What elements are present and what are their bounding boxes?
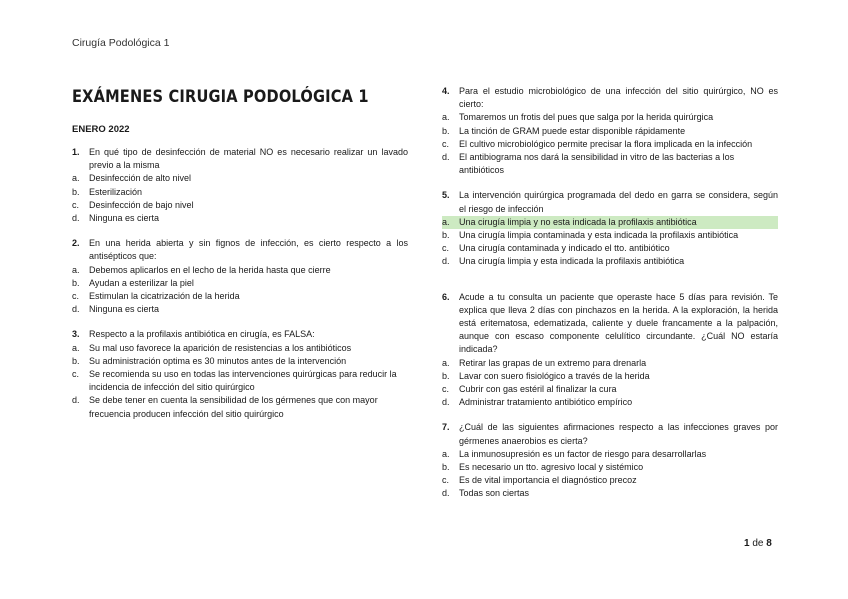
option-letter: a.: [72, 173, 80, 184]
answer-options: [442, 216, 778, 269]
option-letter: b.: [442, 462, 450, 473]
answer-option: [72, 394, 408, 420]
option-text: Debemos aplicarlos en el lecho de la herida hasta que cierre: [89, 264, 331, 275]
question-text: Acude a tu consulta un paciente que operaste hace 5 días para revisión. Te explica que lleva 2 días con pinchazos en la herida. A la exploración, la herida está eritematosa, edematizada, caliente y duele francamente a la palpación, aunque con escaso componente celulítico circundante. ¿Cuál NO estaría indicada?: [459, 291, 778, 355]
question-text: ¿Cuál de las siguientes afirmaciones respecto a las infecciones graves por gérmenes anaerobios es cierta?: [459, 422, 778, 446]
option-text: Ninguna es cierta: [89, 304, 160, 315]
option-text: Es necesario un tto. agresivo local y sistémico: [459, 462, 644, 473]
option-letter: b.: [442, 125, 450, 136]
option-letter: a.: [72, 342, 80, 353]
option-text: Su administración optima es 30 minutos antes de la intervención: [89, 355, 347, 366]
section-heading: ENERO 2022: [72, 124, 130, 135]
page-separator: de: [752, 538, 764, 549]
option-text: Lavar con suero fisiológico a través de la herida: [459, 370, 650, 381]
option-letter: c.: [442, 243, 450, 254]
option-text: Una cirugía limpia y esta indicada la profilaxis antibiótica: [459, 256, 685, 267]
page-total: 8: [766, 538, 772, 549]
question-6: [442, 291, 778, 410]
option-letter: d.: [72, 213, 80, 224]
answer-option: [72, 172, 408, 185]
answer-option: [72, 199, 408, 212]
option-text: Desinfección de alto nivel: [89, 173, 192, 184]
page-current: 1: [744, 538, 750, 549]
question-text: En una herida abierta y sin fignos de infección, es cierto respecto a los antisépticos que:: [89, 238, 408, 262]
option-text: Cubrir con gas estéril al finalizar la cura: [459, 384, 617, 395]
option-letter: b.: [72, 277, 80, 288]
question-7: [442, 421, 778, 500]
answer-option: [442, 357, 778, 370]
page-number: [744, 538, 772, 549]
answer-option: [442, 111, 778, 124]
option-text: Su mal uso favorece la aparición de resistencias a los antibióticos: [89, 342, 352, 353]
option-text: La tinción de GRAM puede estar disponible rápidamente: [459, 125, 686, 136]
question-number: 7.: [442, 422, 450, 433]
option-letter: c.: [72, 369, 80, 380]
option-letter: a.: [442, 216, 459, 229]
answer-option: [72, 212, 408, 225]
option-text: La inmunosupresión es un factor de riesgo para desarrollarlas: [459, 448, 707, 459]
option-text: Ninguna es cierta: [89, 213, 160, 224]
question-number: 1.: [72, 147, 80, 157]
right-column: [442, 85, 778, 513]
answer-option: [72, 303, 408, 316]
option-letter: a.: [442, 357, 450, 368]
left-column: [72, 146, 408, 433]
question-number: 4.: [442, 86, 450, 96]
option-letter: c.: [442, 138, 450, 149]
answer-options: [442, 111, 778, 177]
question-text: La intervención quirúrgica programada del dedo en garra se considera, según el riesgo de infección: [459, 190, 778, 214]
answer-option: [72, 355, 408, 368]
running-header: Cirugía Podológica 1: [72, 37, 170, 49]
option-letter: d.: [72, 304, 80, 315]
answer-option: [442, 255, 778, 268]
question-stem: [72, 328, 408, 341]
option-text: Estimulan la cicatrización de la herida: [89, 291, 240, 302]
option-letter: c.: [72, 199, 80, 210]
option-letter: a.: [72, 264, 80, 275]
question-text: En qué tipo de desinfección de material NO es necesario realizar un lavado previo a la misma: [89, 147, 408, 171]
option-letter: a.: [442, 112, 450, 123]
answer-option: [442, 474, 778, 487]
option-text: Tomaremos un frotis del pues que salga por la herida quirúrgica: [459, 112, 714, 123]
option-text: Todas son ciertas: [459, 488, 530, 499]
option-letter: d.: [442, 397, 450, 408]
question-number: 5.: [442, 190, 450, 201]
answer-options: [72, 264, 408, 317]
option-text: Una cirugía contaminada y indicado el tto. antibiótico: [459, 243, 670, 254]
answer-option: [72, 264, 408, 277]
option-text: Una cirugía limpia y no esta indicada la profilaxis antibiótica: [459, 216, 778, 229]
option-letter: d.: [442, 488, 450, 499]
question-number: 3.: [72, 329, 80, 340]
answer-option: [442, 461, 778, 474]
answer-options: [442, 357, 778, 410]
option-text: Se debe tener en cuenta la sensibilidad de los gérmenes que con mayor frecuencia producen infección del sitio quirúrgico: [89, 395, 378, 419]
answer-option: [442, 138, 778, 151]
question-stem: [442, 85, 778, 111]
option-text: El cultivo microbiológico permite precisar la flora implicada en la infección: [459, 138, 753, 149]
answer-option-highlighted: [442, 216, 778, 229]
answer-option: [442, 383, 778, 396]
option-letter: d.: [72, 395, 80, 406]
option-text: Administrar tratamiento antibiótico empírico: [459, 397, 633, 408]
answer-option: [72, 368, 408, 394]
document-title: EXÁMENES CIRUGIA PODOLÓGICA 1: [72, 87, 369, 107]
answer-options: [442, 448, 778, 501]
option-text: Ayudan a esterilizar la piel: [89, 277, 194, 288]
option-text: Retirar las grapas de un extremo para drenarla: [459, 357, 647, 368]
answer-option: [442, 151, 778, 177]
answer-options: [72, 342, 408, 421]
question-stem: [72, 237, 408, 263]
answer-option: [442, 487, 778, 500]
question-stem: [72, 146, 408, 172]
option-letter: c.: [442, 384, 450, 395]
option-text: Una cirugía limpia contaminada y esta indicada la profilaxis antibiótica: [459, 230, 739, 241]
option-text: El antibiograma nos dará la sensibilidad in vitro de las bacterias a los antibióticos: [459, 152, 735, 176]
answer-option: [442, 229, 778, 242]
question-number: 6.: [442, 291, 450, 302]
question-1: [72, 146, 408, 225]
option-letter: a.: [442, 448, 450, 459]
answer-option: [442, 448, 778, 461]
option-letter: d.: [442, 256, 450, 267]
option-text: Desinfección de bajo nivel: [89, 199, 194, 210]
answer-option: [72, 290, 408, 303]
question-number: 2.: [72, 238, 80, 249]
question-stem: [442, 189, 778, 215]
answer-options: [72, 172, 408, 225]
question-2: [72, 237, 408, 316]
option-text: Esterilización: [89, 186, 143, 197]
option-letter: b.: [72, 186, 80, 197]
question-3: [72, 328, 408, 420]
question-4: [442, 85, 778, 177]
option-letter: c.: [442, 475, 450, 486]
question-text: Respecto a la profilaxis antibiótica en cirugía, es FALSA:: [89, 329, 315, 340]
answer-option: [442, 396, 778, 409]
answer-option: [442, 242, 778, 255]
question-text: Para el estudio microbiológico de una infección del sitio quirúrgico, NO es cierto:: [459, 86, 778, 110]
option-letter: b.: [442, 230, 450, 241]
option-text: Es de vital importancia el diagnóstico precoz: [459, 475, 637, 486]
option-letter: c.: [72, 291, 80, 302]
answer-option: [72, 342, 408, 355]
option-letter: b.: [442, 370, 450, 381]
question-stem: [442, 421, 778, 447]
question-stem: [442, 291, 778, 357]
answer-option: [72, 186, 408, 199]
answer-option: [442, 125, 778, 138]
answer-option: [72, 277, 408, 290]
option-letter: d.: [442, 152, 450, 163]
question-5: [442, 189, 778, 268]
answer-option: [442, 370, 778, 383]
option-text: Se recomienda su uso en todas las intervenciones quirúrgicas para reducir la incidencia de infección del sitio quirúrgico: [89, 369, 397, 393]
option-letter: b.: [72, 355, 80, 366]
